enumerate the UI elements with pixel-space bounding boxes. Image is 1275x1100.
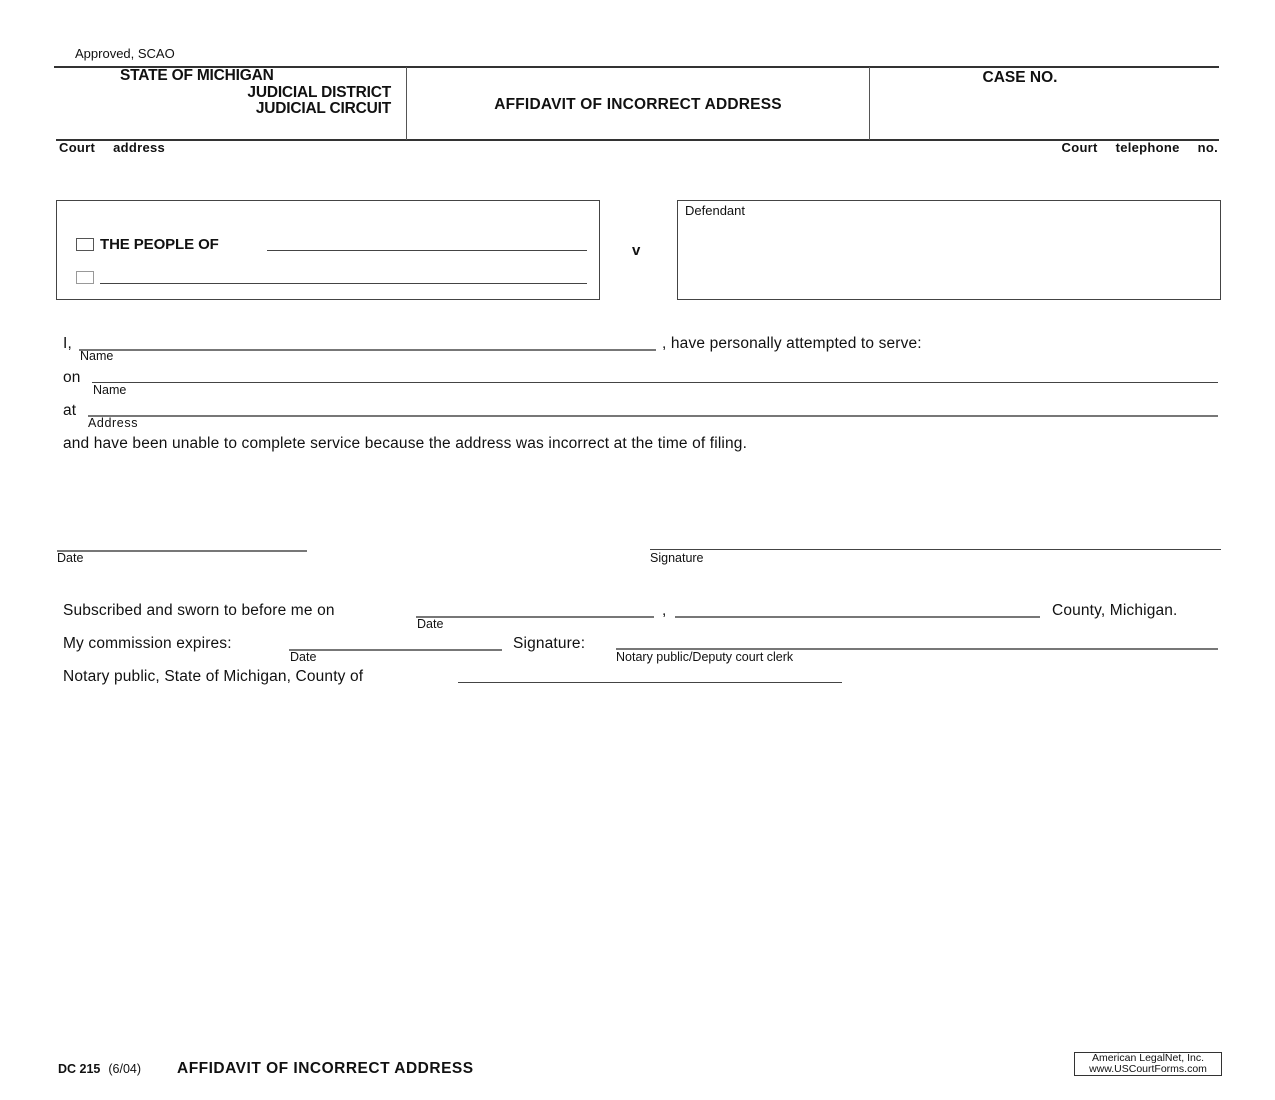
judicial-circuit-label: JUDICIAL CIRCUIT <box>255 100 391 117</box>
plaintiff-box <box>56 200 600 300</box>
case-number-field[interactable] <box>875 92 1215 136</box>
publisher-name: American LegalNet, Inc. <box>1091 1052 1205 1064</box>
service-address-field[interactable] <box>88 415 1218 417</box>
court-address-label: Court address <box>59 140 166 155</box>
affiant-date-field[interactable] <box>57 550 307 552</box>
notary-county-label: Notary public, State of Michigan, County of <box>63 668 364 685</box>
header-bottom-rule <box>56 139 1219 141</box>
commission-date-field[interactable] <box>289 649 502 651</box>
address-caption: Address <box>88 416 139 430</box>
other-plaintiff-field[interactable] <box>100 283 587 284</box>
versus-label: v <box>632 242 641 259</box>
publisher-badge[interactable] <box>1074 1052 1222 1076</box>
form-number <box>58 1062 141 1076</box>
header-divider-left <box>406 67 407 140</box>
sworn-county-field[interactable] <box>675 616 1040 618</box>
other-plaintiff-checkbox[interactable] <box>76 271 94 284</box>
affiant-date-caption: Date <box>57 551 84 565</box>
defendant-label: Defendant <box>685 203 745 218</box>
notary-county-field[interactable] <box>458 682 842 683</box>
people-of-label: THE PEOPLE OF <box>100 236 219 253</box>
court-telephone-label: Court telephone no. <box>1061 140 1218 155</box>
approval-note: Approved, SCAO <box>75 46 175 61</box>
people-of-checkbox[interactable] <box>76 238 94 251</box>
defendant-box[interactable] <box>677 200 1221 300</box>
form-number-text: DC 215 <box>58 1062 101 1076</box>
notary-signature-caption: Notary public/Deputy court clerk <box>616 650 794 664</box>
form-title: AFFIDAVIT OF INCORRECT ADDRESS <box>494 96 782 113</box>
sworn-comma: , <box>662 602 667 619</box>
sworn-prefix: Subscribed and sworn to before me on <box>63 602 335 619</box>
form-revision: (6/04) <box>108 1062 142 1076</box>
affiant-name-field[interactable] <box>79 349 656 351</box>
people-of-field[interactable] <box>267 250 587 251</box>
commission-date-caption: Date <box>290 650 317 664</box>
affiant-signature-field[interactable] <box>650 549 1221 550</box>
sworn-date-field[interactable] <box>416 616 654 618</box>
affiant-name-caption: Name <box>80 349 114 363</box>
sworn-date-caption: Date <box>417 617 444 631</box>
served-party-caption: Name <box>93 383 127 397</box>
commission-expires-label: My commission expires: <box>63 635 232 652</box>
served-party-prefix: on <box>63 369 81 386</box>
publisher-url: www.USCourtForms.com <box>1089 1063 1207 1075</box>
judicial-district-label: JUDICIAL DISTRICT <box>247 83 391 101</box>
affidavit-statement: and have been unable to complete service because the address was incorrect at the time of filing. <box>63 435 748 452</box>
served-party-name-field[interactable] <box>92 382 1218 383</box>
state-label: STATE OF MICHIGAN <box>120 67 274 84</box>
county-michigan-suffix: County, Michigan. <box>1052 602 1178 619</box>
address-prefix: at <box>63 402 77 419</box>
attempted-serve-text: , have personally attempted to serve: <box>662 335 922 352</box>
affiant-signature-caption: Signature <box>650 551 704 565</box>
affiant-prefix: I, <box>63 335 72 352</box>
court-identification <box>56 68 391 118</box>
case-number-label: CASE NO. <box>982 69 1058 86</box>
notary-signature-label: Signature: <box>513 635 586 652</box>
footer-form-title: AFFIDAVIT OF INCORRECT ADDRESS <box>177 1060 474 1077</box>
